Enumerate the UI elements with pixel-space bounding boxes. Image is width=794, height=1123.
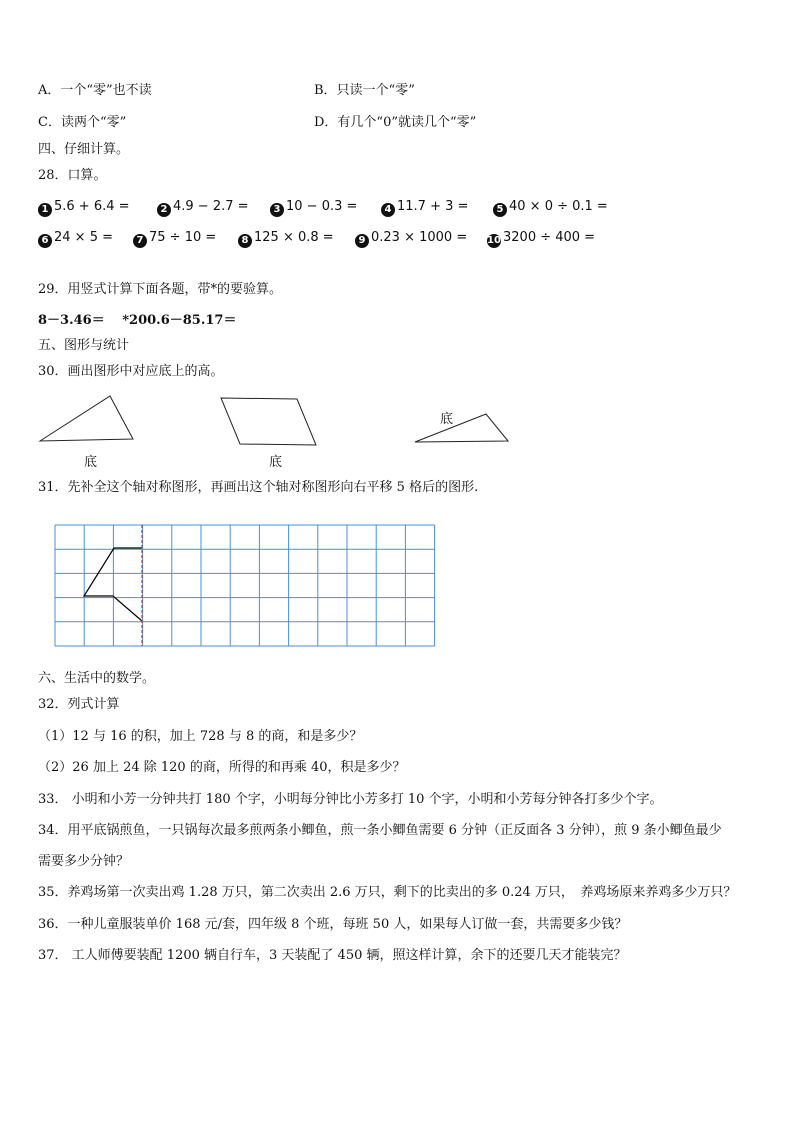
q28-item-5 — [493, 199, 608, 217]
q29-title: 29．用竖式计算下面各题，带*的要验算。 — [38, 282, 283, 297]
q31-title: 31．先补全这个轴对称图形，再画出这个轴对称图形向右平移 5 格后的图形. — [38, 480, 479, 495]
q28-item-8 — [238, 230, 334, 248]
base-label-3: 底 — [440, 412, 454, 427]
item-number: 5 — [493, 203, 507, 217]
item-expression: 24 × 5 = — [54, 230, 113, 245]
section-5-heading: 五、图形与统计 — [38, 338, 130, 353]
item-number: 1 — [38, 203, 52, 217]
q30-title: 30．画出图形中对应底上的高。 — [38, 364, 224, 379]
item-expression: 11.7 + 3 = — [397, 199, 469, 214]
q28-item-9 — [355, 230, 467, 248]
option-b: B．只读一个“零” — [314, 83, 415, 98]
item-number: 6 — [38, 234, 52, 248]
item-number: 4 — [381, 203, 395, 217]
item-expression: 3200 ÷ 400 = — [503, 230, 596, 245]
q33-text: 33． 小明和小芳一分钟共打 180 个字，小明每分钟比小芳多打 10 个字，小明和小芳每分钟各打多少个字。 — [38, 792, 663, 807]
q28-item-6 — [38, 230, 113, 248]
item-expression: 10 − 0.3 = — [286, 199, 358, 214]
item-expression: 4.9 − 2.7 = — [173, 199, 249, 214]
triangle-2 — [415, 414, 508, 442]
q28-item-10 — [487, 230, 595, 248]
q28-item-1 — [38, 199, 130, 217]
section-4-heading: 四、仔细计算。 — [38, 142, 130, 157]
item-expression: 0.23 × 1000 = — [371, 230, 468, 245]
q30-figures — [0, 385, 794, 485]
item-number: 3 — [270, 203, 284, 217]
q31-grid — [45, 515, 445, 655]
q32-sub2: （2）26 加上 24 除 120 的商，所得的和再乘 40，积是多少？ — [38, 760, 406, 775]
q32-title: 32．列式计算 — [38, 697, 120, 712]
q34-line2: 需要多少分钟？ — [38, 854, 130, 869]
q35-text: 35．养鸡场第一次卖出鸡 1.28 万只，第二次卖出 2.6 万只，剩下的比卖出的多 0.24 万只， 养鸡场原来养鸡多少万只？ — [38, 885, 737, 900]
triangle-1 — [40, 396, 133, 441]
item-number: 8 — [238, 234, 252, 248]
item-number: 7 — [133, 234, 147, 248]
base-label-1: 底 — [84, 455, 98, 470]
section-6-heading: 六、生活中的数学。 — [38, 671, 156, 686]
base-label-2: 底 — [269, 455, 283, 470]
q28-title: 28．口算。 — [38, 168, 107, 183]
item-expression: 40 × 0 ÷ 0.1 = — [509, 199, 608, 214]
item-number: 9 — [355, 234, 369, 248]
item-number: 10 — [487, 235, 501, 246]
item-expression: 75 ÷ 10 = — [149, 230, 217, 245]
q28-item-3 — [270, 199, 357, 217]
q28-item-4 — [381, 199, 468, 217]
q28-item-2 — [157, 199, 249, 217]
option-a: A．一个“零”也不读 — [38, 83, 152, 98]
q37-text: 37． 工人师傅要装配 1200 辆自行车，3 天装配了 450 辆，照这样计算，余下的还要几天才能装完？ — [38, 948, 627, 963]
item-expression: 125 × 0.8 = — [254, 230, 334, 245]
grid-lines — [55, 525, 435, 646]
item-expression: 5.6 + 6.4 = — [54, 199, 130, 214]
q32-sub1: （1）12 与 16 的积，加上 728 与 8 的商，和是多少？ — [38, 729, 363, 744]
q34-line1: 34．用平底锅煎鱼，一只锅每次最多煎两条小鲫鱼，煎一条小鲫鱼需要 6 分钟（正反面各 3 分钟），煎 9 条小鲫鱼最少 — [38, 823, 722, 838]
item-number: 2 — [157, 203, 171, 217]
option-d: D．有几个“0”就读几个“零” — [314, 115, 477, 130]
q29-expressions: 8－3.46＝ *200.6－85.17＝ — [38, 313, 237, 328]
option-c: C．读两个“零” — [38, 115, 127, 130]
parallelogram — [221, 398, 316, 445]
q28-item-7 — [133, 230, 216, 248]
q36-text: 36．一种儿童服装单价 168 元/套，四年级 8 个班，每班 50 人，如果每人订做一套，共需要多少钱？ — [38, 917, 628, 932]
